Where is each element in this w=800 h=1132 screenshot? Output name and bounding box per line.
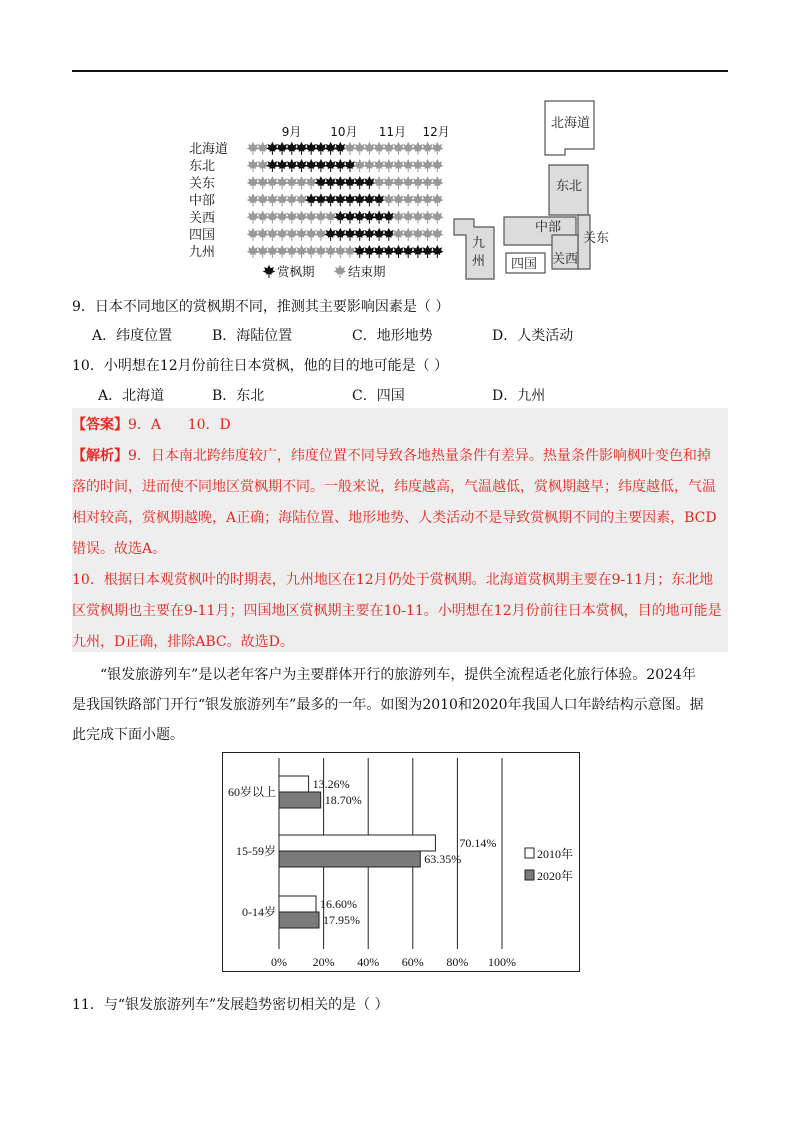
- answer-text: 9．A 10．D: [128, 417, 231, 433]
- chart-bar-2010年: [279, 835, 435, 851]
- chart-legend-swatch: [525, 870, 534, 880]
- map-label-kanto: 关东: [583, 231, 610, 246]
- maple-leaf-ended-icon: [431, 176, 444, 189]
- chart-bar-2010年: [279, 776, 309, 792]
- maple-month-label: 11月: [378, 125, 407, 139]
- q10-option-c[interactable]: C．四国: [352, 388, 405, 404]
- q10-option-d[interactable]: D．九州: [492, 388, 546, 404]
- chart-data-label: 18.70%: [324, 793, 362, 807]
- maple-region-label: 四国: [189, 228, 216, 243]
- chart-bar-2020年: [279, 851, 420, 867]
- map-label-chubu: 中部: [535, 220, 562, 235]
- chart-category-label: 15-59岁: [236, 844, 276, 858]
- q9-option-c[interactable]: C．地形地势: [352, 328, 433, 344]
- intro-line-1: “银发旅游列车”是以老年客户为主要群体开行的旅游列车，提供全流程适老化旅行体验。2024年: [100, 667, 696, 683]
- population-chart: [222, 752, 580, 972]
- maple-month-label: 12月: [422, 125, 450, 139]
- analysis-line-5: 10．根据日本观赏枫叶的时期表，九州地区在12月仍处于赏枫期。北海道赏枫期主要在9-11月；东北地: [72, 572, 714, 588]
- maple-region-label: 关东: [189, 176, 216, 192]
- analysis-text-1: 9．日本南北跨纬度较广，纬度位置不同导致各地热量条件有差异。热量条件影响枫叶变色和掉: [128, 448, 711, 464]
- chart-data-label: 13.26%: [312, 777, 350, 791]
- intro-line-3: 此完成下面小题。: [72, 727, 184, 743]
- japan-map-svg: [448, 95, 618, 285]
- q10-option-a[interactable]: A．北海道: [98, 388, 165, 404]
- map-label-kansai: 关西: [552, 252, 579, 267]
- maple-leaf-ended-icon: [431, 228, 444, 241]
- analysis-line-1: [72, 445, 711, 465]
- maple-grid: [185, 118, 450, 288]
- maple-region-label: 东北: [189, 159, 216, 175]
- chart-category-label: 0-14岁: [242, 905, 276, 919]
- chart-bar-2020年: [279, 792, 321, 808]
- chart-bar-2010年: [279, 896, 316, 912]
- legend-viewing-leaf-icon: [263, 265, 276, 278]
- maple-region-label: 九州: [189, 245, 216, 261]
- maple-leaf-ended-icon: [431, 159, 444, 172]
- legend-viewing-label: 赏枫期: [277, 264, 315, 279]
- answer-line: [72, 414, 231, 434]
- analysis-tag: 【解析】: [72, 448, 128, 464]
- chart-data-label: 63.35%: [424, 852, 462, 866]
- maple-month-label: 9月: [281, 125, 302, 139]
- maple-month-label: 10月: [330, 125, 358, 139]
- question-11-stem: 11．与“银发旅游列车”发展趋势密切相关的是（ ）: [72, 997, 389, 1013]
- analysis-line-6: 区赏枫期也主要在9-11月；四国地区赏枫期主要在10-11。小明想在12月份前往日本赏枫，目的地可能是: [72, 603, 722, 619]
- legend-ended-leaf-icon: [334, 265, 347, 278]
- chart-xtick-label: 100%: [488, 955, 516, 969]
- q9-option-a[interactable]: A．纬度位置: [92, 328, 173, 344]
- chart-data-label: 70.14%: [459, 836, 497, 850]
- maple-period-chart: [185, 118, 450, 288]
- q9-option-b[interactable]: B．海陆位置: [212, 328, 293, 344]
- chart-legend-label: 2020年: [537, 869, 574, 883]
- intro-line-2: 是我国铁路部门开行“银发旅游列车”最多的一年。如图为2010和2020年我国人口年龄结构示意图。据: [72, 697, 704, 713]
- chart-legend-swatch: [525, 848, 534, 858]
- chart-legend-label: 2010年: [537, 847, 574, 861]
- population-chart-svg: [222, 752, 580, 972]
- chart-bar-2020年: [279, 912, 319, 928]
- map-label-shikoku: 四国: [511, 257, 538, 272]
- map-label-tohoku: 东北: [556, 179, 583, 194]
- chart-data-label: 16.60%: [320, 897, 358, 911]
- chart-xtick-label: 20%: [312, 955, 335, 969]
- chart-data-label: 17.95%: [323, 913, 361, 927]
- header-rule: [72, 70, 728, 72]
- question-9-stem: 9．日本不同地区的赏枫期不同，推测其主要影响因素是（ ）: [72, 299, 450, 315]
- maple-leaf-ended-icon: [431, 193, 444, 206]
- map-label-kyushu-2: 州: [472, 254, 486, 269]
- answer-tag: 【答案】: [72, 417, 128, 433]
- maple-region-label: 关西: [189, 210, 216, 226]
- chart-category-label: 60岁以上: [227, 785, 276, 799]
- q10-option-b[interactable]: B．东北: [212, 388, 265, 404]
- maple-region-label: 中部: [189, 193, 216, 209]
- chart-xtick-label: 80%: [446, 955, 469, 969]
- maple-leaf-ended-icon: [431, 142, 444, 155]
- map-label-kyushu-1: 九: [472, 236, 486, 251]
- question-10-stem: 10．小明想在12月份前往日本赏枫，他的目的地可能是（ ）: [72, 358, 449, 374]
- chart-xtick-label: 40%: [357, 955, 380, 969]
- legend-ended-label: 结束期: [348, 264, 386, 279]
- analysis-line-3: 相对较高，赏枫期越晚，A正确；海陆位置、地形地势、人类活动不是导致赏枫期不同的主要因素，BCD: [72, 510, 717, 526]
- maple-region-label: 北海道: [189, 142, 229, 157]
- chart-xtick-label: 60%: [401, 955, 424, 969]
- analysis-line-4: 错误。故选A。: [72, 541, 167, 557]
- analysis-line-7: 九州，D正确，排除ABC。故选D。: [72, 634, 294, 650]
- map-label-hokkaido: 北海道: [551, 116, 591, 131]
- q9-option-d[interactable]: D．人类活动: [492, 328, 574, 344]
- japan-map: [448, 95, 618, 285]
- analysis-line-2: 落的时间，进而使不同地区赏枫期不同。一般来说，纬度越高，气温越低，赏枫期越早；纬度越低，气温: [72, 479, 716, 495]
- chart-xtick-label: 0%: [271, 955, 287, 969]
- maple-leaf-ended-icon: [431, 211, 444, 224]
- maple-leaf-viewing-icon: [431, 245, 444, 258]
